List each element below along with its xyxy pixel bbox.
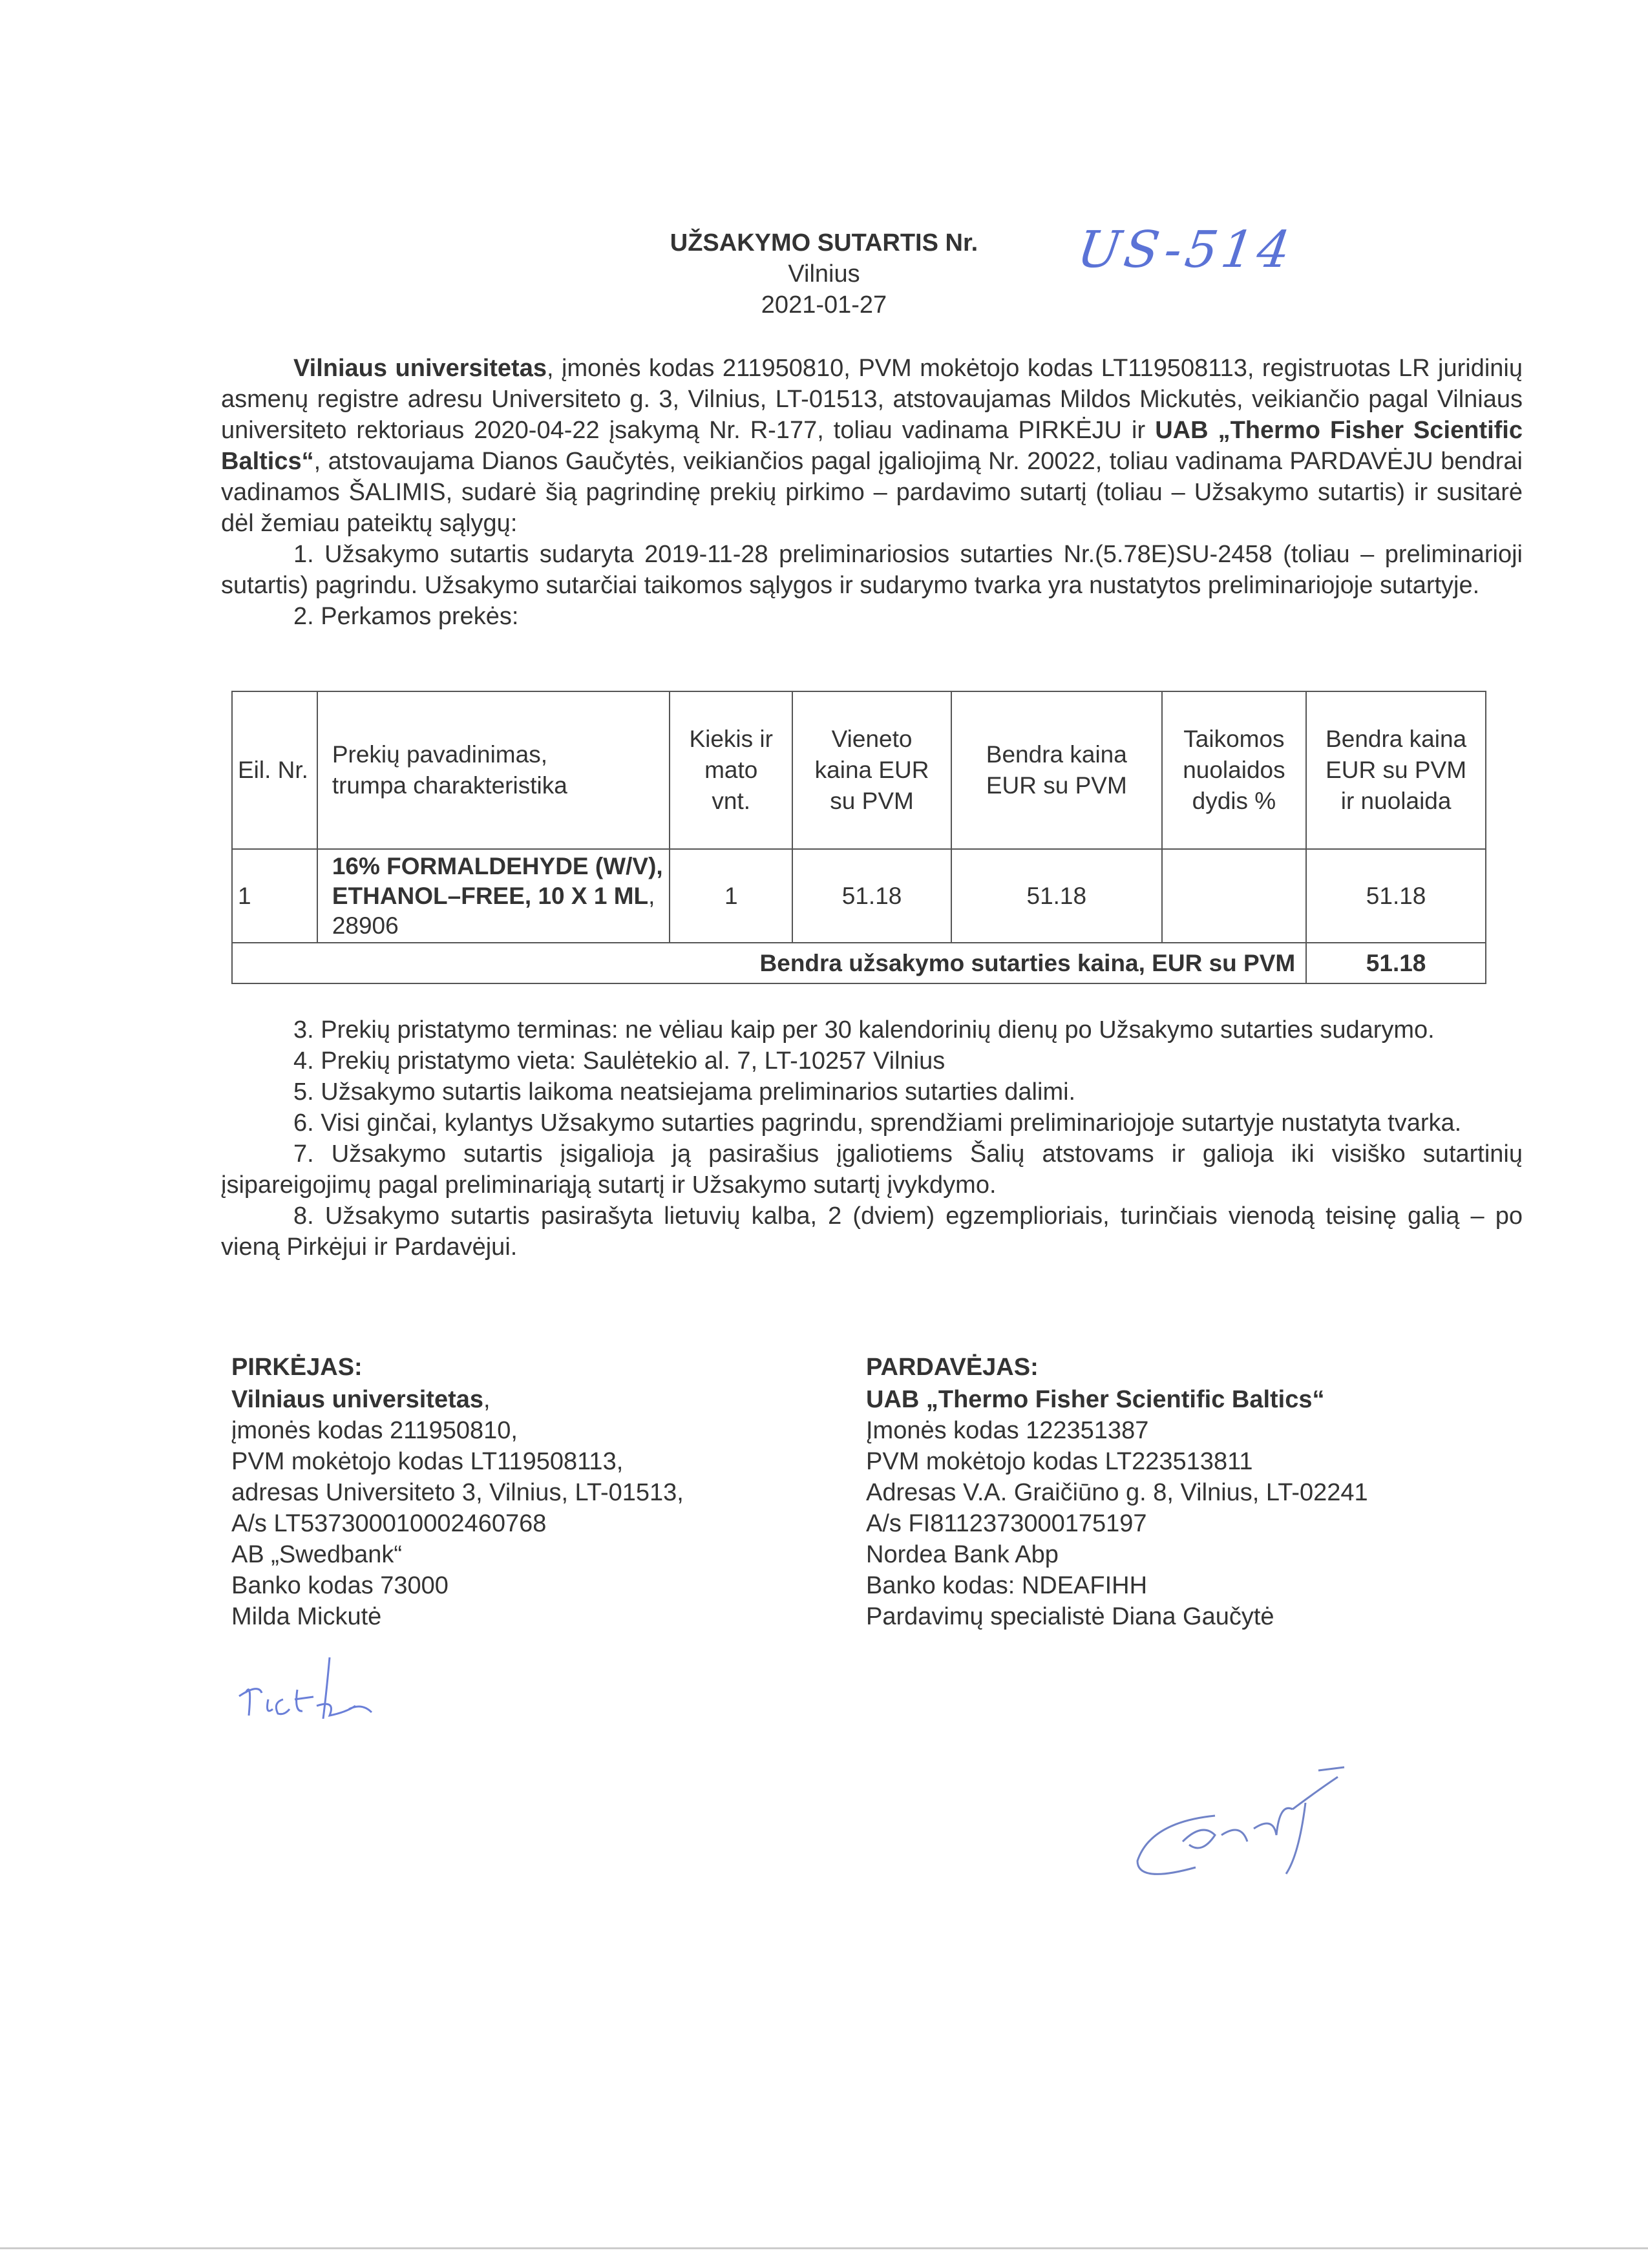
buyer-line: Banko kodas 73000	[231, 1572, 449, 1599]
seller-text: , atstovaujama Dianos Gaučytės, veikiančios pagal įgaliojimą Nr. 20022, toliau vadinama PARDAVĖJU bendrai vadinamos ŠALIMIS, sudarė šią pagrindinę prekių pirkimo – pardavimo sutartį (toliau – Užsakymo sutartis) ir susitarė dėl žemiau pateiktų sąlygų:	[221, 448, 1523, 537]
scan-edge-line	[0, 2247, 1648, 2249]
header-qty: Kiekis ir mato vnt.	[670, 691, 792, 849]
seller-line: Įmonės kodas 122351387	[866, 1417, 1149, 1444]
buyer-party-name: Vilniaus universitetas	[231, 1386, 484, 1413]
cell-total: 51.18	[951, 849, 1162, 943]
cell-unit-price: 51.18	[792, 849, 951, 943]
clause-6: 6. Visi ginčai, kylantys Užsakymo sutarties pagrindu, sprendžiami preliminariojoje sutartyje nustatyta tvarka.	[293, 1109, 1462, 1137]
buyer-signature	[233, 1654, 401, 1732]
cell-qty: 1	[670, 849, 792, 943]
seller-line: PVM mokėtojo kodas LT223513811	[866, 1448, 1253, 1475]
seller-party-name: UAB „Thermo Fisher Scientific Baltics“	[866, 1386, 1325, 1413]
product-code: , 28906	[332, 882, 655, 939]
seller-line: Pardavimų specialistė Diana Gaučytė	[866, 1603, 1274, 1630]
buyer-line: PVM mokėtojo kodas LT119508113,	[231, 1448, 624, 1475]
buyer-name: Vilniaus universitetas	[293, 355, 547, 382]
header-nr: Eil. Nr.	[232, 691, 317, 849]
city: Vilnius	[788, 260, 860, 288]
clauses-after	[221, 1014, 1523, 1263]
header-total: Bendra kaina EUR su PVM	[951, 691, 1162, 849]
document-title: UŽSAKYMO SUTARTIS Nr.	[670, 229, 978, 257]
seller-signature	[1125, 1764, 1396, 1887]
cell-total-discount: 51.18	[1306, 849, 1486, 943]
cell-nr: 1	[232, 849, 317, 943]
clause-5: 5. Užsakymo sutartis laikoma neatsiejama preliminarios sutarties dalimi.	[293, 1078, 1076, 1106]
buyer-line: AB „Swedbank“	[231, 1541, 403, 1568]
clause-4: 4. Prekių pristatymo vieta: Saulėtekio al. 7, LT-10257 Vilnius	[293, 1047, 945, 1075]
seller-line: Adresas V.A. Graičiūno g. 8, Vilnius, LT-02241	[866, 1479, 1368, 1506]
goods-table	[231, 691, 1486, 984]
buyer-line: adresas Universiteto 3, Vilnius, LT-01513,	[231, 1479, 684, 1506]
table-header-row	[232, 691, 1486, 849]
seller-details	[866, 1352, 1368, 1632]
header-discount: Taikomos nuolaidos dydis %	[1162, 691, 1307, 849]
clause-2: 2. Perkamos prekės:	[293, 603, 519, 630]
total-label: Bendra užsakymo sutarties kaina, EUR su PVM	[232, 943, 1306, 983]
seller-line: Banko kodas: NDEAFIHH	[866, 1572, 1148, 1599]
intro-paragraph	[221, 353, 1523, 539]
table-row	[232, 849, 1486, 943]
date: 2021-01-27	[761, 291, 887, 319]
buyer-text: , įmonės kodas 211950810, PVM mokėtojo kodas LT119508113, registruotas LR juridinių asmenų registre adresu Universiteto g. 3, Vilnius, LT-01513, atstovaujamas Mildos Mickutės, veikiančio pagal Vilniaus universiteto rektoriaus 2020-04-22 įsakymą Nr. R-177, toliau vadinama PIRKĖJU ir	[221, 355, 1523, 444]
seller-heading: PARDAVĖJAS:	[866, 1354, 1039, 1381]
clause-7: 7. Užsakymo sutartis įsigalioja ją pasirašius įgaliotiems Šalių atstovams ir galioja iki visiško sutartinių įsipareigojimų pagal preliminariąją sutartį ir Užsakymo sutartį įvykdymo.	[221, 1140, 1523, 1199]
header-name: Prekių pavadinimas, trumpa charakteristika	[317, 691, 670, 849]
table-total-row	[232, 943, 1486, 983]
clause-8: 8. Užsakymo sutartis pasirašyta lietuvių kalba, 2 (dviem) egzemplioriais, turinčiais vienodą teisinę galią – po vieną Pirkėjui ir Pardavėjui.	[221, 1202, 1523, 1261]
clause-3: 3. Prekių pristatymo terminas: ne vėliau kaip per 30 kalendorinių dienų po Užsakymo sutarties sudarymo.	[293, 1016, 1435, 1044]
header-total-discount: Bendra kaina EUR su PVM ir nuolaida	[1306, 691, 1486, 849]
total-value: 51.18	[1306, 943, 1486, 983]
contract-body	[221, 353, 1523, 632]
buyer-line: įmonės kodas 211950810,	[231, 1417, 518, 1444]
buyer-heading: PIRKĖJAS:	[231, 1354, 363, 1381]
product-name: 16% FORMALDEHYDE (W/V), ETHANOL–FREE, 10 X 1 ML	[332, 852, 663, 909]
buyer-details: PIRKĖJAS: Vilniaus universitetas, įmonės kodas 211950810, PVM mokėtojo kodas LT119508113, adresas Universiteto 3, Vilnius, LT-01513, A/s LT537300010002460768 AB „Swedbank“ Banko kodas 73000 Milda Mickutė	[231, 1352, 684, 1632]
buyer-line: Milda Mickutė	[231, 1603, 382, 1630]
cell-discount	[1162, 849, 1307, 943]
document-header	[0, 227, 1648, 320]
handwritten-contract-number: US-514	[1073, 221, 1298, 279]
seller-name: UAB „Thermo Fisher Scientific Baltics“	[221, 417, 1523, 475]
seller-line: A/s FI8112373000175197	[866, 1510, 1147, 1537]
seller-line: Nordea Bank Abp	[866, 1541, 1059, 1568]
clause-1: 1. Užsakymo sutartis sudaryta 2019-11-28 preliminariosios sutarties Nr.(5.78E)SU-2458 (toliau – preliminarioji sutartis) pagrindu. Užsakymo sutarčiai taikomos sąlygos ir sudarymo tvarka yra nustatytos preliminariojoje sutartyje.	[221, 541, 1523, 599]
buyer-line: A/s LT537300010002460768	[231, 1510, 547, 1537]
cell-name	[317, 849, 670, 943]
header-unit-price: Vieneto kaina EUR su PVM	[792, 691, 951, 849]
